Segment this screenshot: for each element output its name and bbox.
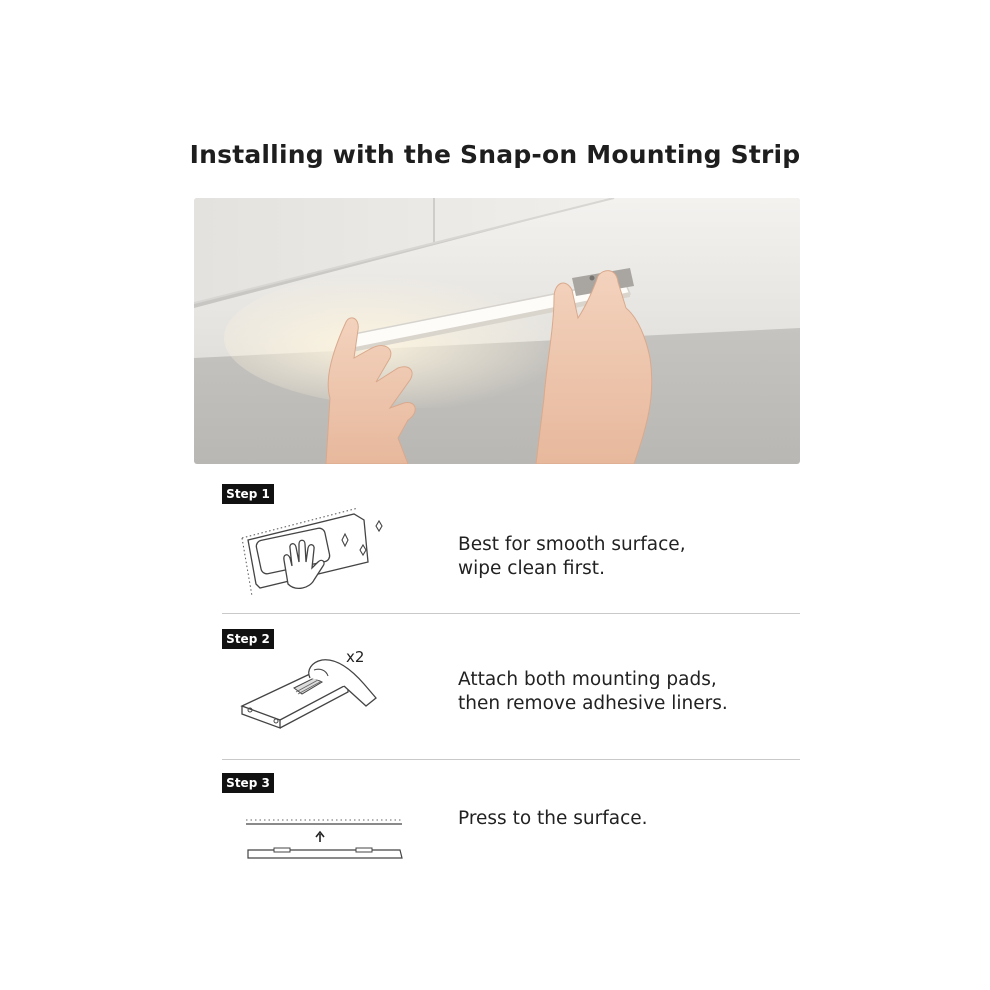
step-2-text [458, 668, 728, 716]
press-to-surface-icon [244, 814, 406, 864]
step-3-line-1: Press to the surface. [458, 808, 648, 829]
step-1-line-2: wipe clean first. [458, 558, 605, 579]
page-title: Installing with the Snap-on Mounting Strip [189, 140, 801, 169]
multiplier-label: x2 [346, 648, 365, 666]
step-1-line-1: Best for smooth surface, [458, 534, 686, 555]
step-1-badge: Step 1 [222, 484, 274, 504]
divider-2 [222, 759, 800, 760]
step-2-line-1: Attach both mounting pads, [458, 669, 717, 690]
hand-wiping-surface-icon [230, 500, 400, 600]
installation-photo [194, 198, 800, 464]
step-2-badge: Step 2 [222, 629, 274, 649]
divider-1 [222, 613, 800, 614]
step-3-badge: Step 3 [222, 773, 274, 793]
attach-pads-icon [236, 648, 406, 734]
step-2-line-2: then remove adhesive liners. [458, 693, 728, 714]
step-1-text [458, 533, 686, 581]
step-3-text [458, 807, 648, 831]
